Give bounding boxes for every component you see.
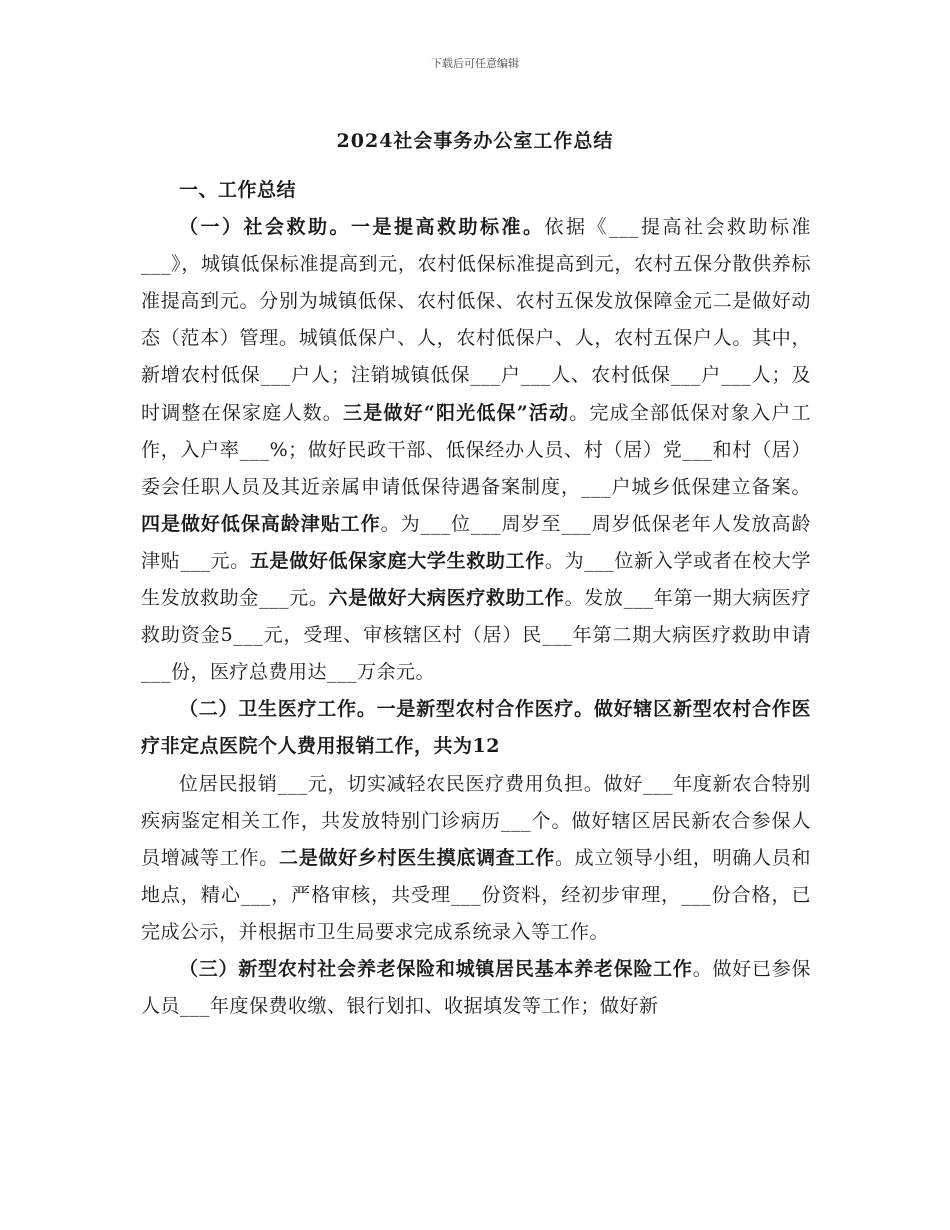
paragraph-medical-lead: （二）卫生医疗工作。一是新型农村合作医疗。做好辖区新型农村合作医疗非定点医院个人费用报销工作，共为12: [141, 698, 811, 758]
section-2-bold-2: 二是做好乡村医生摸底调查工作: [278, 846, 555, 869]
section-1-text-d: 。为___位新入学或者在校大学生发放救助金___元。: [141, 549, 811, 610]
section-1-text-a: 依据《___提高社会救助标准___》，城镇低保标准提高到元，农村低保标准提高到元，农村五保分散供养标准提高到元。分别为城镇低保、农村低保、农村五保发放保障金元二是做好动态（范本）管理。城镇低保户、人，农村低保户、人，农村五保户人。其中，新增农村低保___户人；注销城镇低保___户___人、农村低保___户___人；及时调整在保家庭人数。: [141, 216, 811, 424]
section-1-text-b: 。完成全部低保对象入户工作，入户率___%；做好民政干部、低保经办人员、村（居）党___和村（居）委会任职人员及其近亲属申请低保待遇备案制度，___户城乡低保建立备案。: [141, 401, 811, 498]
section-2-text-b: 。成立领导小组，明确人员和地点，精心___，严格审核，共受理___份资料，经初步审理，___份合格，已完成公示，并根据市卫生局要求完成系统录入等工作。: [141, 846, 811, 943]
section-1-text-e: 。发放___年第一期大病医疗救助资金5___元，受理、审核辖区村（居）民___年第二期大病医疗救助申请___份，医疗总费用达___万余元。: [141, 587, 811, 684]
section-1-bold-5: 五是做好低保家庭大学生救助工作: [249, 549, 545, 572]
paragraph-pension: [141, 951, 811, 1025]
section-3-lead: （三）新型农村社会养老保险和城镇居民基本养老保险工作: [179, 957, 693, 980]
section-1-bold-4: 四是做好低保高龄津贴工作: [141, 512, 381, 535]
heading-work-summary: 一、工作总结: [179, 179, 297, 201]
section-1-bold-3: 三是做好“阳光低保”活动: [343, 401, 570, 424]
paragraph-medical-body: [141, 766, 811, 951]
section-2-text-a: 位居民报销___元，切实减轻农民医疗费用负担。做好___年度新农合特别疾病鉴定相关工作，共发放特别门诊病历___个。做好辖区居民新农合参保人员增减等工作。: [141, 772, 811, 869]
document-title: 2024社会事务办公室工作总结: [336, 130, 614, 152]
page-header-note: 下载后可任意编辑: [431, 57, 519, 70]
section-1-text-c: 。为___位___周岁至___周岁低保老年人发放高龄津贴___元。: [141, 512, 811, 572]
document-body: [141, 172, 811, 1025]
section-1-lead: （一）社会救助。一是提高救助标准。: [179, 216, 545, 239]
paragraph-social-assistance: [141, 209, 811, 691]
section-3-text-a: 。做好已参保人员___年度保费收缴、银行划扣、收据填发等工作；做好新: [141, 957, 811, 1018]
section-1-bold-6: 六是做好大病医疗救助工作: [328, 587, 565, 610]
